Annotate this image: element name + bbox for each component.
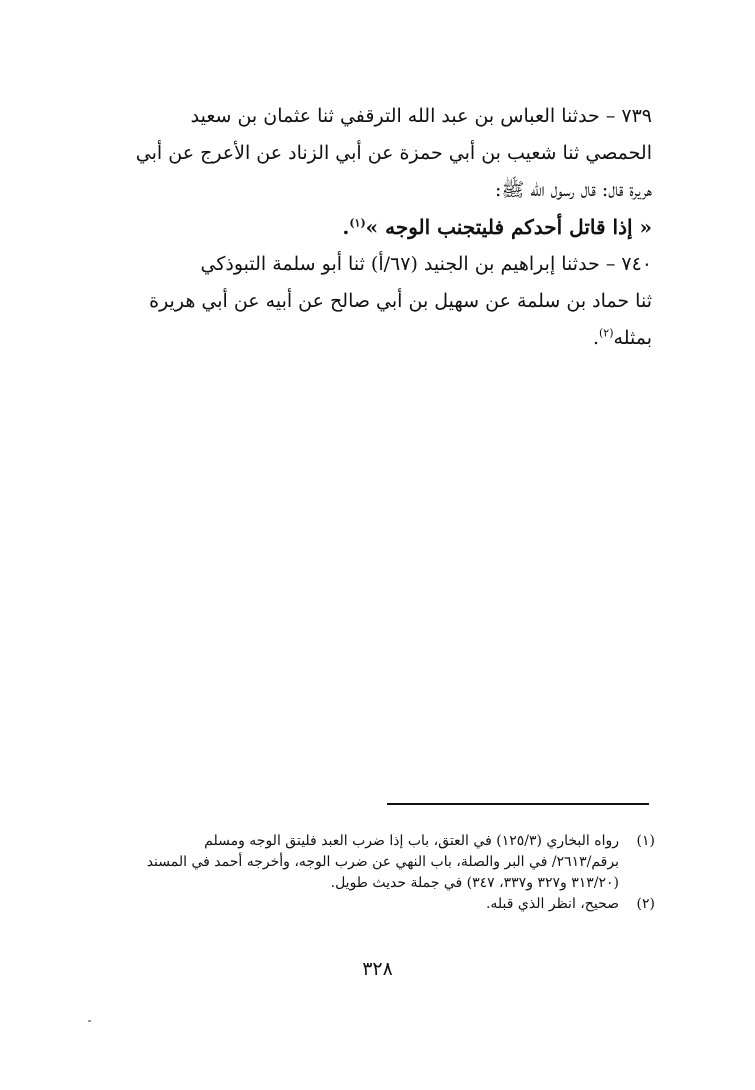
footnote-ref-2: (٢)	[599, 326, 614, 340]
footnote-2	[110, 894, 655, 915]
hadith-739-line-3: هريرة قال: قال رسول الله ﷺ:	[495, 179, 652, 201]
footnote-1	[110, 831, 655, 894]
hadith-740-line-2: ثنا حماد بن سلمة عن سهيل بن أبي صالح عن أبيه عن أبي هريرة	[149, 290, 652, 312]
footnote-1-line-2: برقم/٢٦١٣/ في البر والصلة، باب النهي عن ضرب الوجه، وأخرجه أحمد في المسند	[146, 854, 619, 870]
footnote-1-line-1: رواه البخاري (١٢٥/٣) في العتق، باب إذا ضرب العبد فليتق الوجه ومسلم	[204, 833, 619, 849]
main-text	[112, 98, 652, 357]
footnote-2-line-1: صحيح، انظر الذي قبله.	[485, 896, 619, 912]
footnote-2-number: (٢)	[636, 896, 655, 912]
hadith-740-bimithlihi: بمثله	[613, 327, 652, 349]
page-number: ٣٢٨	[362, 958, 393, 980]
hadith-740-line-3	[112, 320, 652, 357]
hadith-739-quote: « إذا قاتل أحدكم فليتجنب الوجه »	[365, 215, 652, 239]
footnote-1-line-3: (٣١٣/٢٠ و٣٢٧ و٣٣٧، ٣٤٧) في جملة حديث طويل.	[330, 875, 619, 891]
footnote-separator-rule	[387, 803, 649, 805]
hadith-740-line-1: ٧٤٠ – حدثنا إبراهيم بن الجنيد (٦٧/أ) ثنا أبو سلمة التبوذكي	[200, 253, 652, 275]
footnote-1-body	[110, 831, 619, 894]
hadith-739-line-2: الحمصي ثنا شعيب بن أبي حمزة عن أبي الزناد عن الأعرج عن أبي	[135, 142, 652, 164]
scan-speck	[88, 1020, 91, 1022]
quote-period: .	[342, 215, 350, 239]
hadith-740-period: .	[592, 327, 599, 349]
footnote-1-number: (١)	[636, 833, 655, 849]
footnotes	[110, 831, 655, 915]
footnote-2-body	[110, 894, 619, 915]
hadith-739-quote-line	[112, 209, 652, 246]
hadith-739-line-1: ٧٣٩ – حدثنا العباس بن عبد الله الترقفي ثنا عثمان بن سعيد	[190, 105, 652, 127]
footnote-ref-1: (١)	[349, 216, 366, 230]
